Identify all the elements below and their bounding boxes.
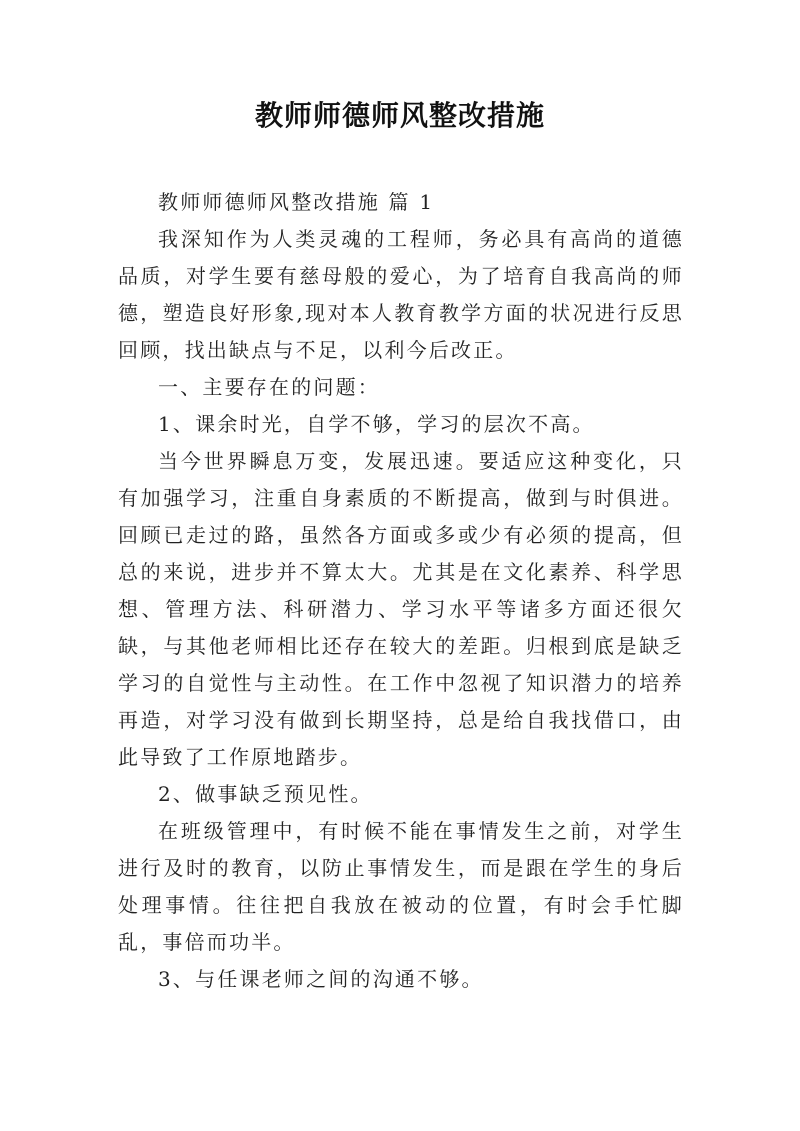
problem-2-heading: 2、做事缺乏预见性。 bbox=[158, 782, 373, 806]
problem-3-heading: 3、与任课老师之间的沟通不够。 bbox=[158, 967, 484, 991]
problem-1-heading: 1、课余时光，自学不够，学习的层次不高。 bbox=[158, 412, 595, 436]
problem-1-paragraph: 当今世界瞬息万变，发展迅速。要适应这种变化，只有加强学习，注重自身素质的不断提高，做到与时俱进。回顾已走过的路，虽然各方面或多或少有必须的提高，但总的来说，进步并不算太大。尤其是在文化素养、科学思想、管理方法、科研潜力、学习水平等诸多方面还很欠缺，与其他老师相比还存在较大的差距。归根到底是缺乏学习的自觉性与主动性。在工作中忽视了知识潜力的培养再造，对学习没有做到长期坚持，总是给自我找借口，由此导致了工作原地踏步。 bbox=[118, 449, 684, 769]
problems-heading: 一、主要存在的问题： bbox=[158, 375, 380, 399]
problem-2-paragraph: 在班级管理中，有时候不能在事情发生之前，对学生进行及时的教育，以防止事情发生，而是跟在学生的身后处理事情。往往把自我放在被动的位置，有时会手忙脚乱，事倍而功半。 bbox=[118, 819, 684, 954]
document-body bbox=[118, 184, 684, 998]
document-title: 教师师德师风整改措施 bbox=[254, 99, 545, 132]
intro-paragraph: 我深知作为人类灵魂的工程师，务必具有高尚的道德品质，对学生要有慈母般的爱心，为了培育自我高尚的师德，塑造良好形象,现对本人教育教学方面的状况进行反思回顾，找出缺点与不足，以利今后改正。 bbox=[118, 227, 684, 362]
section-heading: 教师师德师风整改措施 篇 1 bbox=[158, 190, 435, 214]
